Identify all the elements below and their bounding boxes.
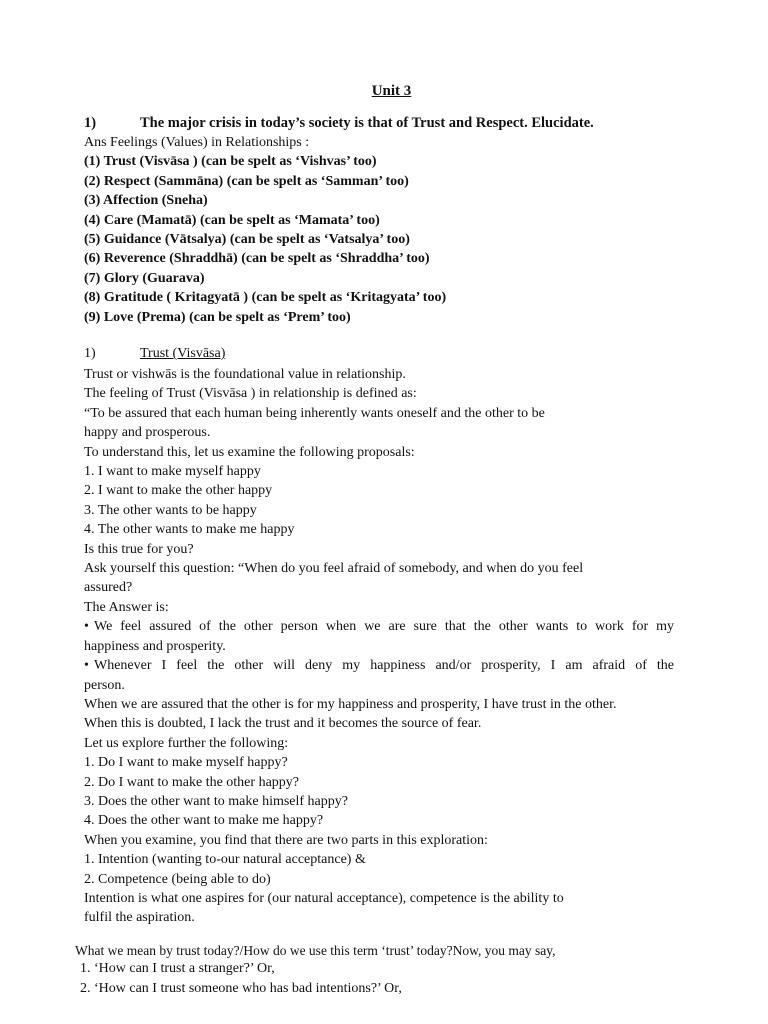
- body-line: The Answer is:: [84, 599, 169, 615]
- value-item: (3) Affection (Sneha): [84, 193, 208, 209]
- body-line: 2. Do I want to make the other happy?: [84, 774, 299, 790]
- body-line: 3. The other wants to be happy: [84, 502, 257, 518]
- body-line: When we are assured that the other is for my happiness and prosperity, I have trust in the other.: [84, 696, 617, 712]
- question: [84, 115, 594, 132]
- body-line: 4. The other wants to make me happy: [84, 522, 295, 538]
- question-text: The major crisis in today’s society is that of Trust and Respect. Elucidate.: [140, 115, 594, 131]
- value-item: (6) Reverence (Shraddhā) (can be spelt as ‘Shraddha’ too): [84, 251, 430, 267]
- body-text: [84, 365, 674, 928]
- answer-intro: Ans Feelings (Values) in Relationships :: [84, 135, 310, 150]
- body-line: fulfil the aspiration.: [84, 910, 195, 926]
- body-line: assured?: [84, 580, 133, 596]
- value-item: (1) Trust (Visvāsa ) (can be spelt as ‘Vishvas’ too): [84, 154, 377, 170]
- body-line: Trust or vishwās is the foundational value in relationship.: [84, 367, 406, 382]
- bullet-text: Whenever I feel the other will deny my happiness and/or prosperity, I am afraid of the: [94, 658, 674, 674]
- body-line: 2. Competence (being able to do): [84, 871, 271, 887]
- body-line: 1. Intention (wanting to-our natural acceptance) &: [84, 852, 366, 868]
- body-line: When you examine, you find that there are two parts in this exploration:: [84, 832, 488, 848]
- values-list: [84, 133, 446, 327]
- bullet-item: [84, 617, 674, 636]
- body-line: Ask yourself this question: “When do you feel afraid of somebody, and when do you feel: [84, 561, 584, 577]
- bullet-text: We feel assured of the other person when we are sure that the other wants to work for my: [94, 619, 674, 635]
- body-line: 2. I want to make the other happy: [84, 483, 273, 499]
- body-line: The feeling of Trust (Visvāsa ) in relationship is defined as:: [84, 386, 417, 402]
- body-line: 4. Does the other want to make me happy?: [84, 813, 324, 829]
- body-line: 3. Does the other want to make himself happy?: [84, 793, 348, 809]
- section-heading: [84, 346, 225, 362]
- body-line: To understand this, let us examine the following proposals:: [84, 444, 415, 460]
- section-title: Trust (Visvāsa): [140, 346, 226, 361]
- value-item: (9) Love (Prema) (can be spelt as ‘Prem’ too): [84, 309, 351, 325]
- bullet-continuation: person.: [84, 677, 125, 693]
- bullet-icon: •: [84, 619, 89, 635]
- value-item: (4) Care (Mamatā) (can be spelt as ‘Mamata’ too): [84, 212, 380, 228]
- page-title: Unit 3: [371, 83, 412, 99]
- question-number: 1): [84, 115, 97, 131]
- section-number: 1): [84, 346, 96, 361]
- body-line: Is this true for you?: [84, 541, 194, 557]
- body-line: Let us explore further the following:: [84, 735, 289, 751]
- value-item: (8) Gratitude ( Kritagyatā ) (can be spelt as ‘Kritagyata’ too): [84, 290, 447, 306]
- value-item: (2) Respect (Sammāna) (can be spelt as ‘Samman’ too): [84, 173, 409, 189]
- body-line: “To be assured that each human being inherently wants oneself and the other to be: [84, 405, 545, 421]
- body-line: 1. I want to make myself happy: [84, 464, 261, 480]
- body-line: happy and prosperous.: [84, 425, 211, 441]
- bullet-icon: •: [84, 658, 89, 674]
- value-item: (5) Guidance (Vātsalya) (can be spelt as ‘Vatsalya’ too): [84, 232, 410, 248]
- body-line: Intention is what one aspires for (our natural acceptance), competence is the ability to: [84, 890, 564, 906]
- trust-today-question: What we mean by trust today?/How do we use this term ‘trust’ today?Now, you may say,: [75, 943, 556, 958]
- body-line: When this is doubted, I lack the trust and it becomes the source of fear.: [84, 716, 482, 732]
- list-item: 2. ‘How can I trust someone who has bad intentions?’ Or,: [80, 981, 402, 996]
- body-line: 1. Do I want to make myself happy?: [84, 755, 288, 771]
- value-item: (7) Glory (Guarava): [84, 270, 205, 286]
- list-item: 1. ‘How can I trust a stranger?’ Or,: [80, 961, 275, 976]
- bullet-item: [84, 656, 674, 675]
- bullet-continuation: happiness and prosperity.: [84, 638, 226, 654]
